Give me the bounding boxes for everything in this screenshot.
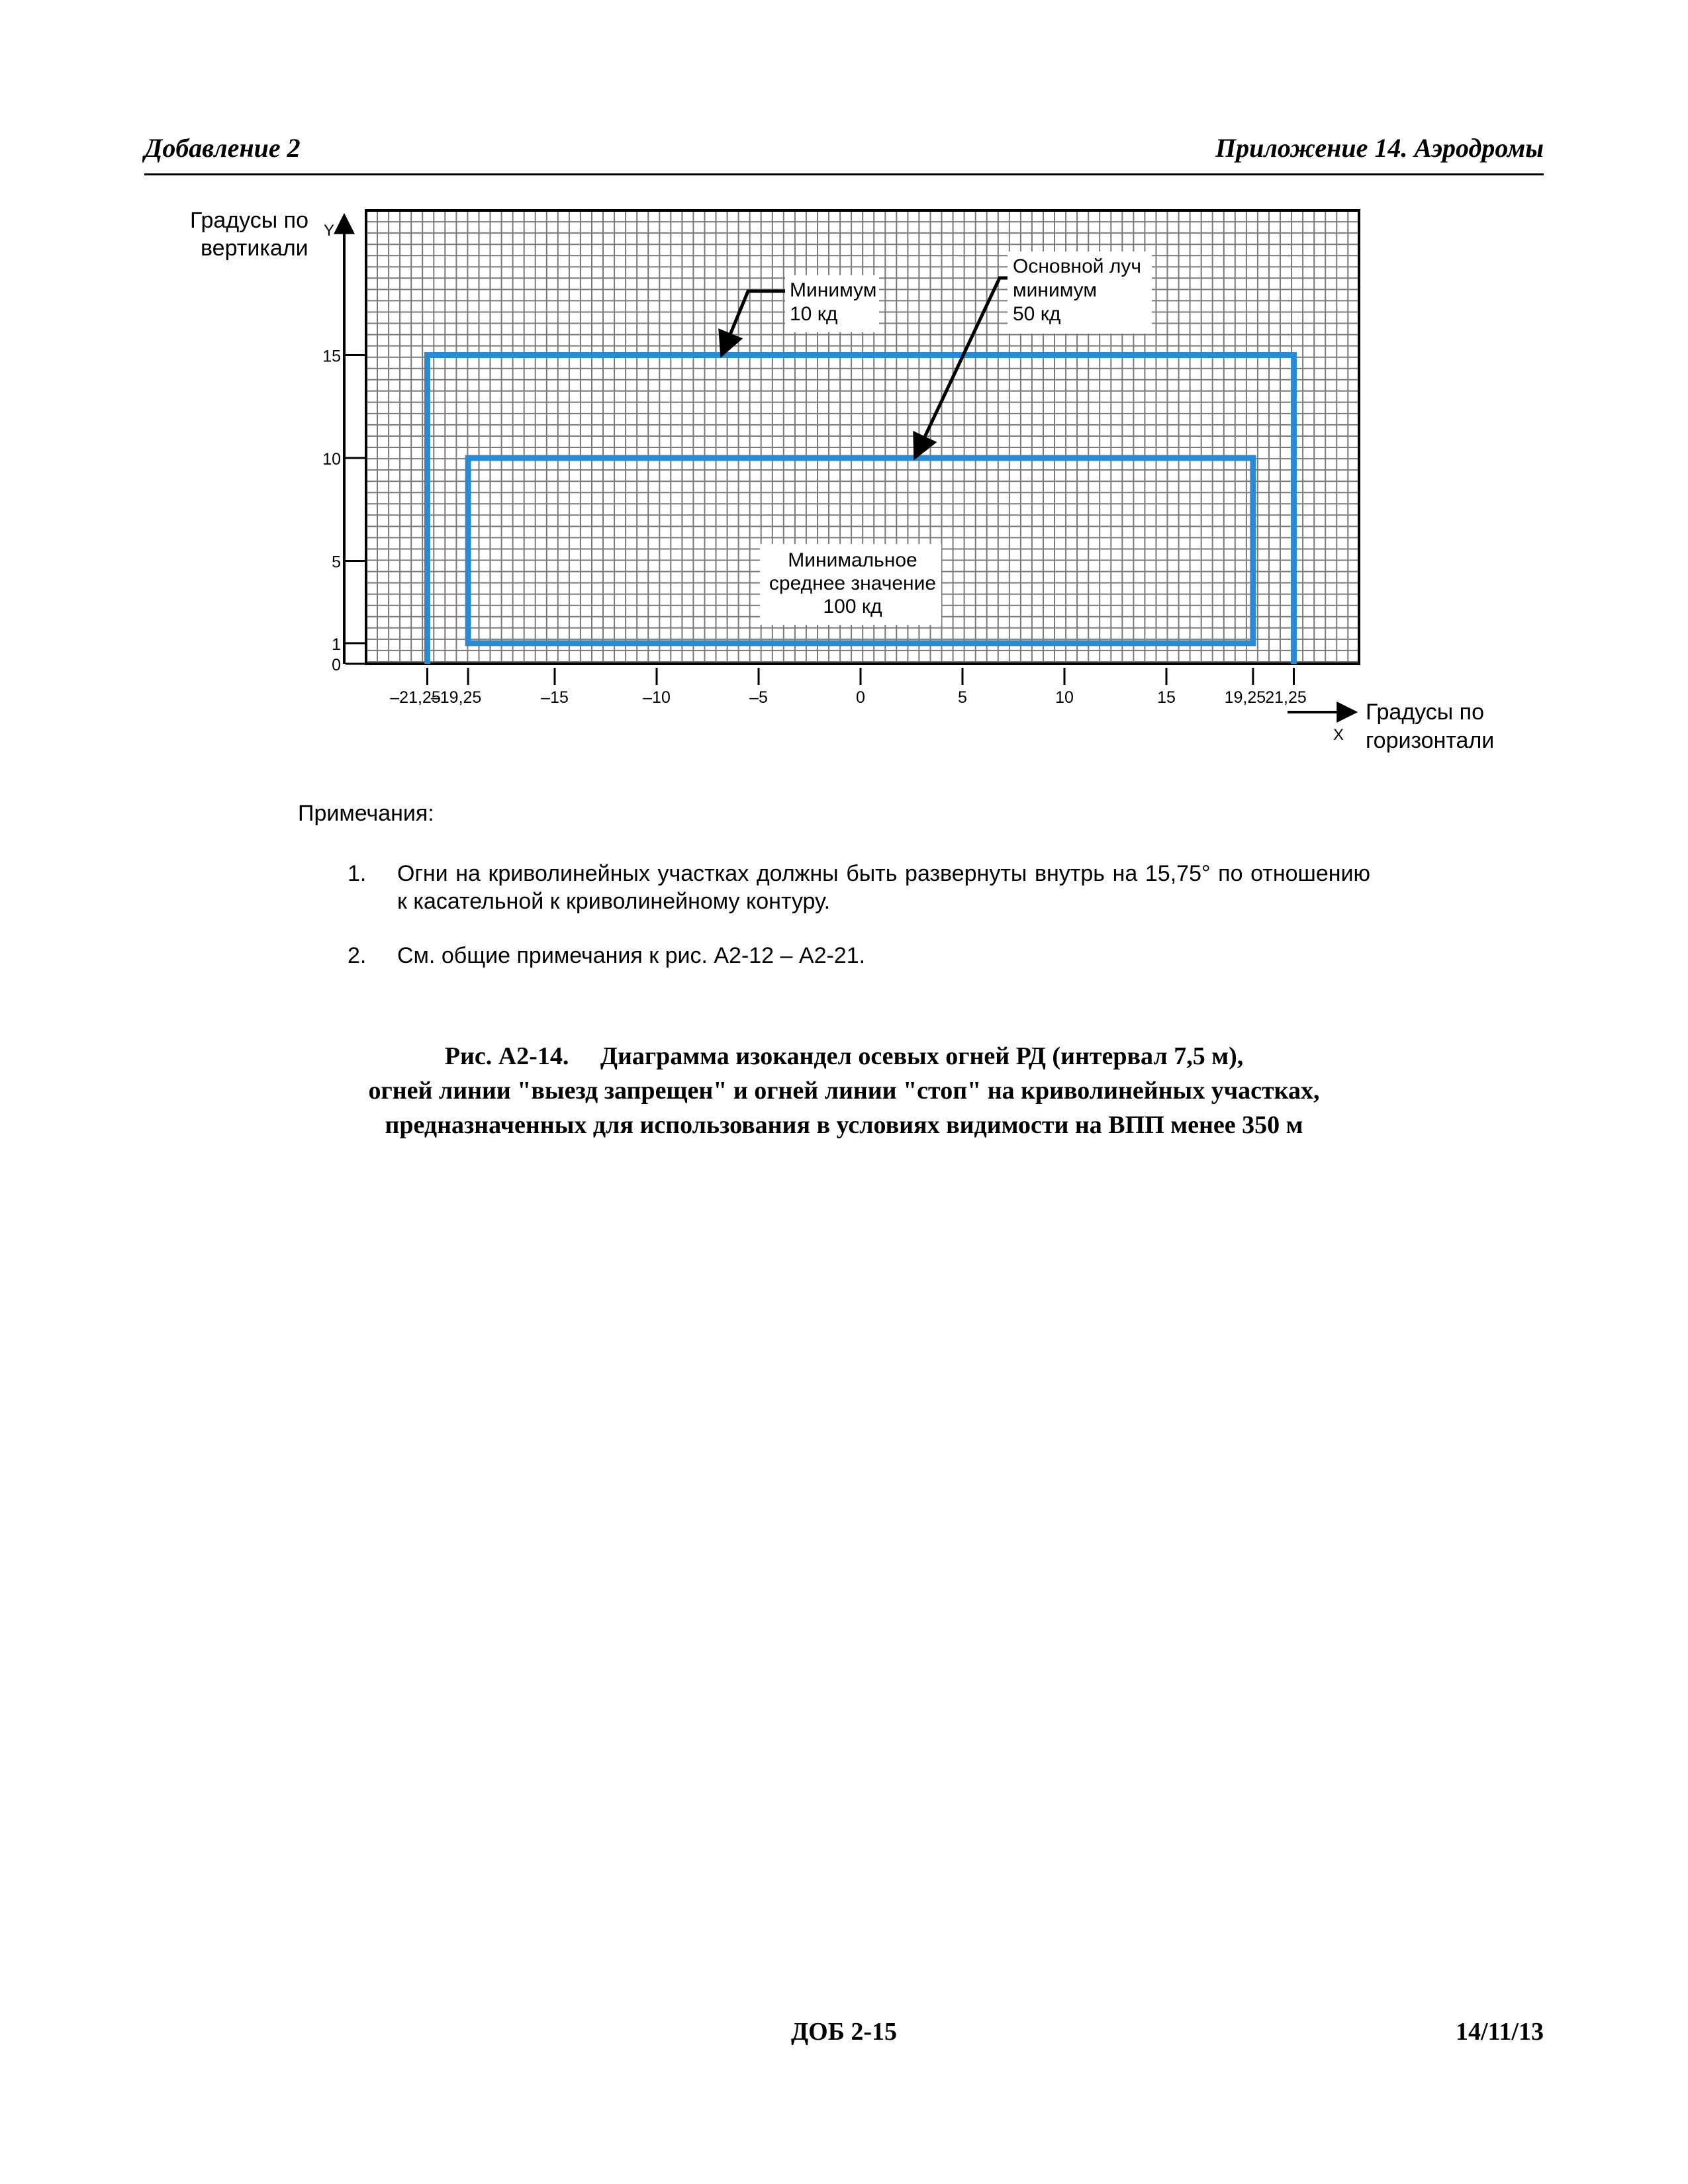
x-axis-title: горизонтали [1366, 728, 1495, 753]
caption-line: предназначенных для использования в условиях видимости на ВПП менее 350 м [385, 1111, 1303, 1139]
annotations [722, 251, 1152, 625]
contour-label: 50 кд [1013, 303, 1061, 325]
x-tick-label: 0 [856, 688, 865, 707]
y-tick-label: 1 [332, 635, 341, 654]
y-tick-label: 15 [322, 347, 341, 366]
x-tick-label: 15 [1157, 688, 1176, 707]
y-tick-label: 5 [332, 553, 341, 572]
x-tick-label: –5 [749, 688, 768, 707]
footer-date: 14/11/13 [1455, 2018, 1544, 2046]
isocandela-diagram [0, 0, 1688, 781]
x-tick-label: –21,25 [390, 688, 441, 707]
y-axis-title: вертикали [201, 236, 308, 261]
note-text: См. общие примечания к рис. А2-12 – А2-21. [397, 943, 866, 968]
x-axis-letter: X [1333, 726, 1344, 744]
caption-line: Рис. А2-14. Диаграмма изокандел осевых огней РД (интервал 7,5 м), [444, 1042, 1244, 1070]
caption-line: огней линии "выезд запрещен" и огней линии "стоп" на криволинейных участках, [368, 1077, 1320, 1105]
x-tick-label: –19,25 [430, 688, 482, 707]
y-axis-letter: Y [323, 222, 335, 240]
notes-title: Примечания: [298, 801, 434, 826]
center-label: Минимальное [788, 549, 917, 571]
footer-page-number: ДОБ 2-15 [791, 2018, 897, 2046]
x-axis-title: Градусы по [1366, 700, 1484, 725]
x-tick-label: 19,25 [1224, 688, 1266, 707]
x-tick-label: 5 [958, 688, 967, 707]
note-number: 1. [348, 861, 367, 886]
x-tick-label: –15 [541, 688, 569, 707]
note-item [298, 860, 1370, 915]
contour-label: минимум [1013, 279, 1097, 301]
figure-caption [199, 1039, 1489, 1142]
header-right: Приложение 14. Аэродромы [1215, 133, 1544, 163]
center-label: 100 кд [823, 596, 882, 617]
x-tick-label: 10 [1055, 688, 1074, 707]
contour-label: Основной луч [1013, 255, 1142, 277]
header-left: Добавление 2 [144, 133, 301, 163]
center-label: среднее значение [769, 572, 937, 594]
y-tick-label: 0 [332, 656, 341, 674]
x-tick-label: 21,25 [1265, 688, 1307, 707]
contour-label: Минимум [790, 279, 877, 301]
x-tick-label: –10 [643, 688, 671, 707]
note-number: 2. [348, 943, 367, 968]
notes-section [298, 801, 1370, 996]
contour-label: 10 кд [790, 303, 838, 325]
note-item [298, 942, 1370, 970]
y-axis-title: Градусы по [190, 208, 308, 233]
note-text: Огни на криволинейных участках должны быть развернуты внутрь на 15,75° по отношению к касательной к криволинейному контуру. [397, 861, 1370, 914]
y-tick-label: 10 [322, 450, 341, 469]
